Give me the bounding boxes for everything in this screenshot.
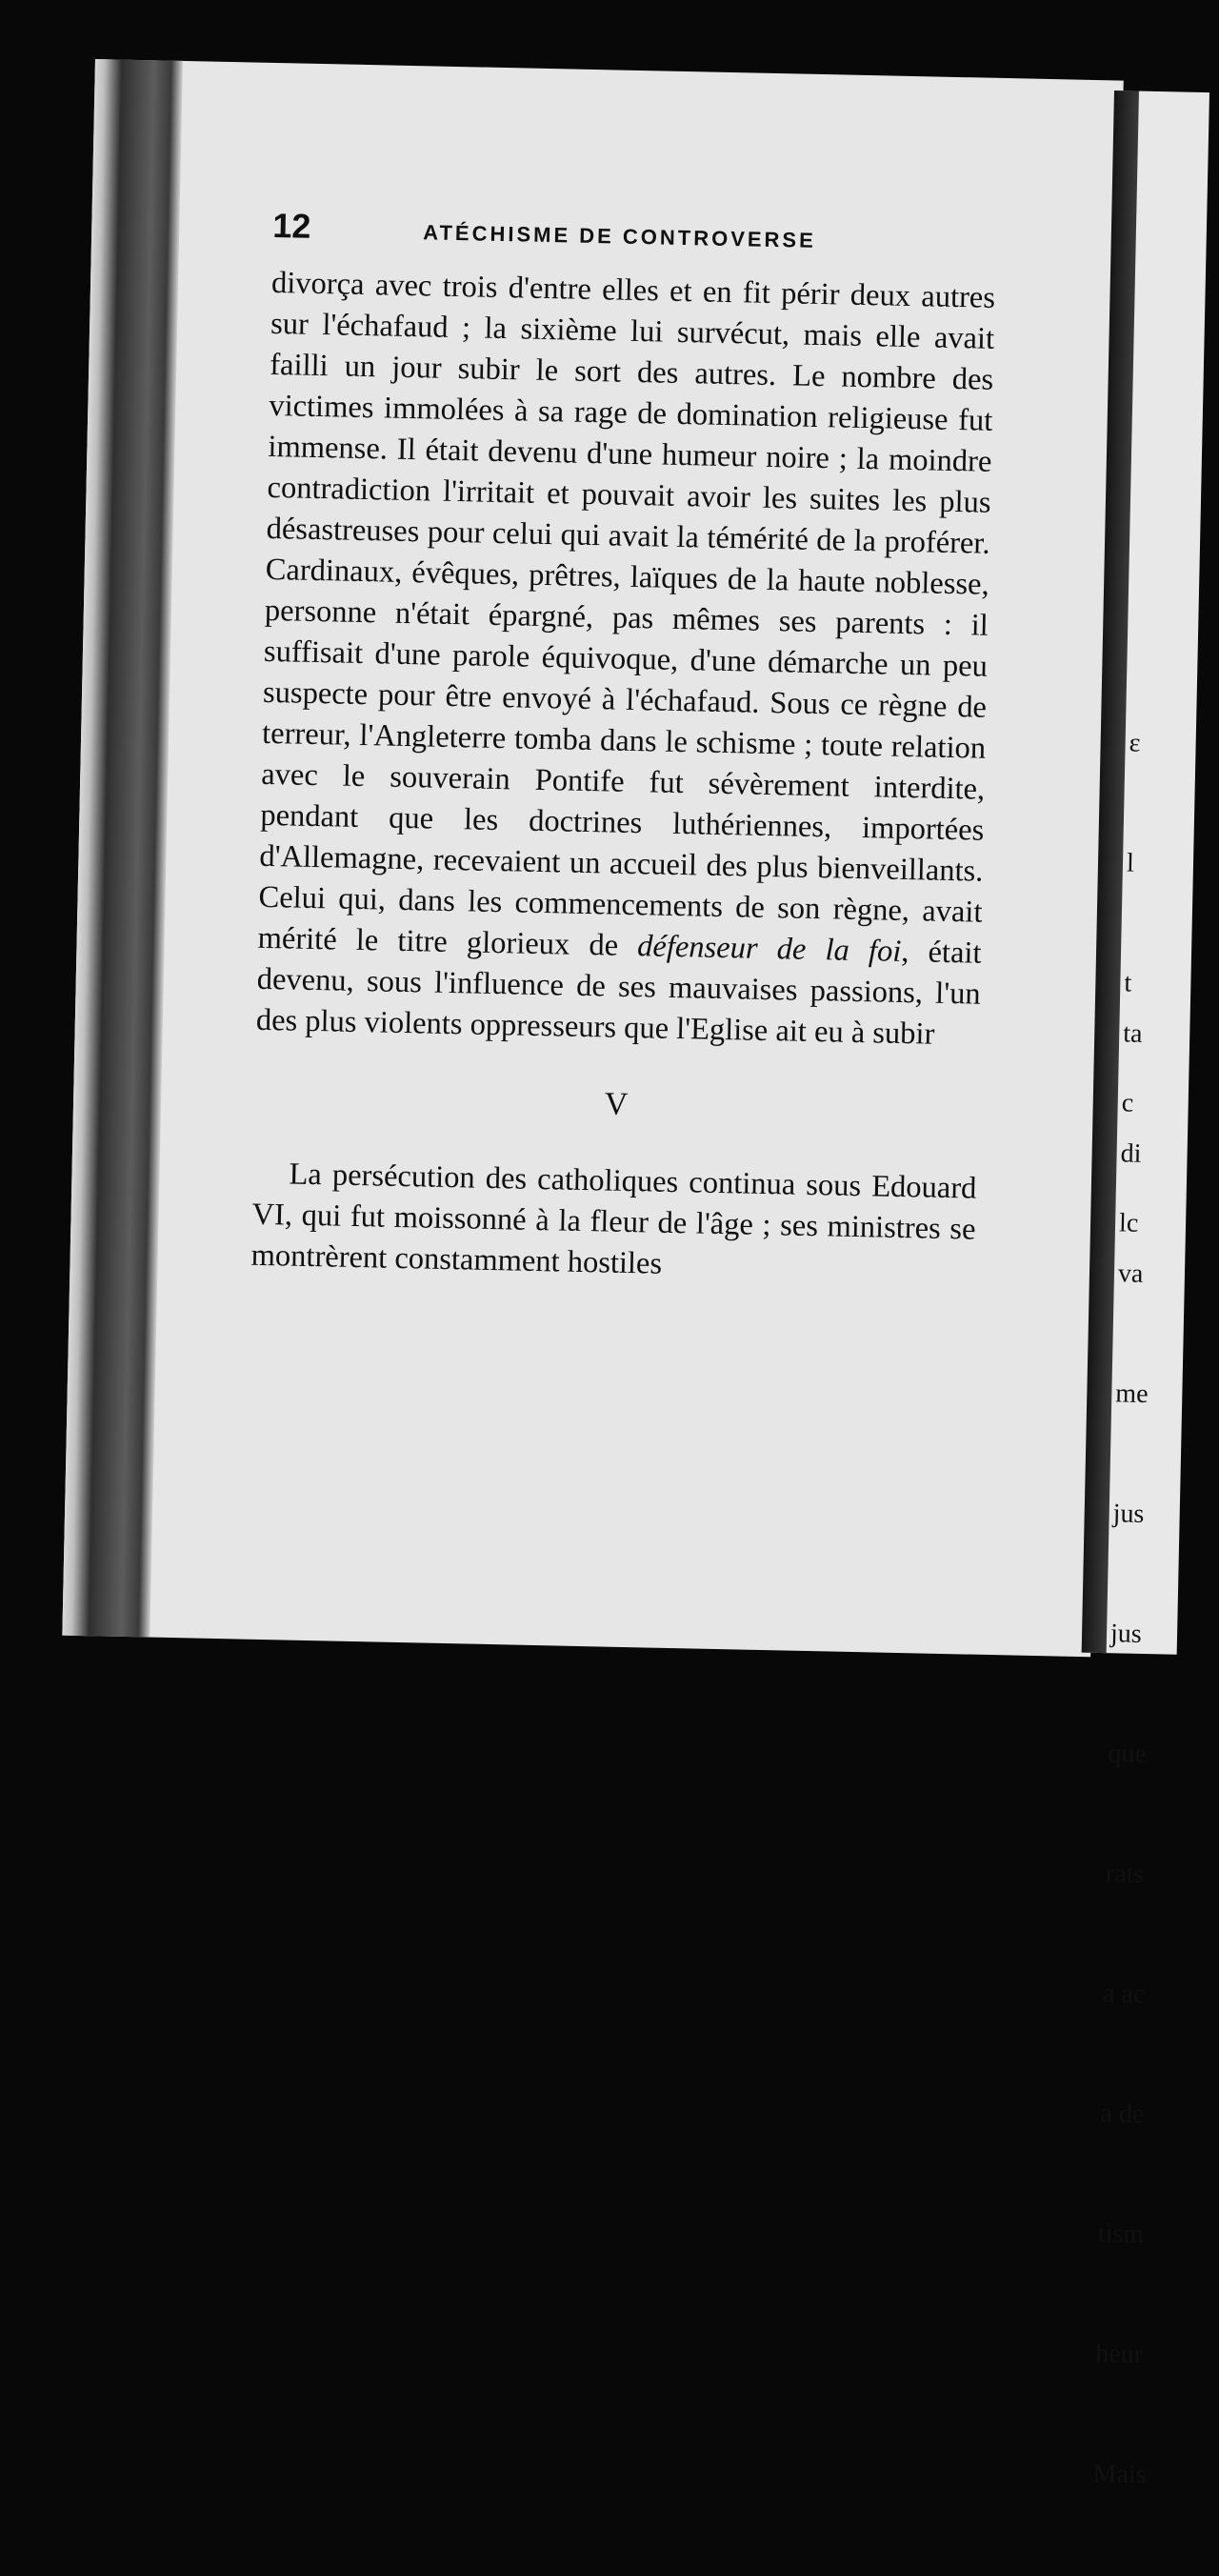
next-page-fragment: rats (1105, 1859, 1145, 1890)
page-number: 12 (271, 205, 311, 246)
paragraph-1-text-b: , était devenu, sous l'influence de ses mauvaises passions, l'un des plus violents oppresseurs que l'Eglise ait eu à subir (255, 934, 982, 1052)
next-page-fragment: di (1120, 1138, 1142, 1169)
paragraph-1-text-a: divorça avec trois d'entre elles et en fit périr deux autres sur l'échafaud ; la sixième lui survécut, mais elle avait failli un jour subir le sort des autres. Le nombre des victimes immolées à sa rage de domination religieuse fut immense. Il était devenu d'une humeur noire ; la moindre contradiction l'irritait et pouvait avoir les suites les plus désastreuses pour celui qui avait la témérité de la proférer. Cardinaux, évêques, prêtres, laïques de la haute noblesse, personne n'était épargné, pas mêmes ses parents : il suffisait d'une parole équivoque, d'une démarche un peu suspecte pour être envoyé à l'échafaud. Sous ce règne de terreur, l'Angleterre tomba dans le schisme ; toute relation avec le souverain Pontife fut sévèrement interdite, pendant que les doctrines luthériennes, importées d'Allemagne, recevaient un accueil des plus bienveillants. Celui qui, dans les commencements de son règne, avait mérité le titre glorieux de (257, 265, 996, 964)
next-page-fragment: que (1108, 1739, 1148, 1770)
running-head (272, 206, 997, 274)
running-head-title: ATÉCHISME DE CONTROVERSE (423, 220, 817, 252)
paragraph-1-italic: défenseur de la foi (636, 929, 902, 969)
next-page-fragment: jus (1109, 1619, 1143, 1649)
next-page-fragment: va (1117, 1258, 1144, 1289)
next-page-fragment: Mais (1092, 2459, 1147, 2490)
next-page-fragment: t (1124, 968, 1132, 998)
next-page-fragment: tism (1097, 2219, 1145, 2250)
page-content (250, 206, 997, 1322)
paragraph-1 (255, 263, 995, 1057)
next-page-fragment: lc (1118, 1208, 1139, 1238)
next-page-fragment: c (1121, 1088, 1134, 1118)
paragraph-2: La persécution des catholiques continua sous Edouard VI, qui fut moissonné à la fleur de l'âge ; ses ministres se montrèrent constamment hostiles (250, 1157, 977, 1281)
book-page (62, 59, 1123, 1657)
next-page-fragment: ɛ (1129, 728, 1141, 758)
next-page-fragment: a ac (1102, 1979, 1146, 2010)
next-page-fragment: a de (1100, 2099, 1145, 2130)
next-page-fragment: me (1115, 1379, 1149, 1410)
next-page-fragments (1092, 91, 1219, 2490)
next-page-fragment: jus (1112, 1499, 1145, 1529)
section-heading: V (604, 1086, 629, 1122)
next-page-fragment: heur (1094, 2339, 1144, 2370)
next-page-fragment: l (1126, 848, 1135, 878)
next-page-fragment: ta (1122, 1018, 1143, 1049)
page-binding-shadow (62, 59, 183, 1638)
